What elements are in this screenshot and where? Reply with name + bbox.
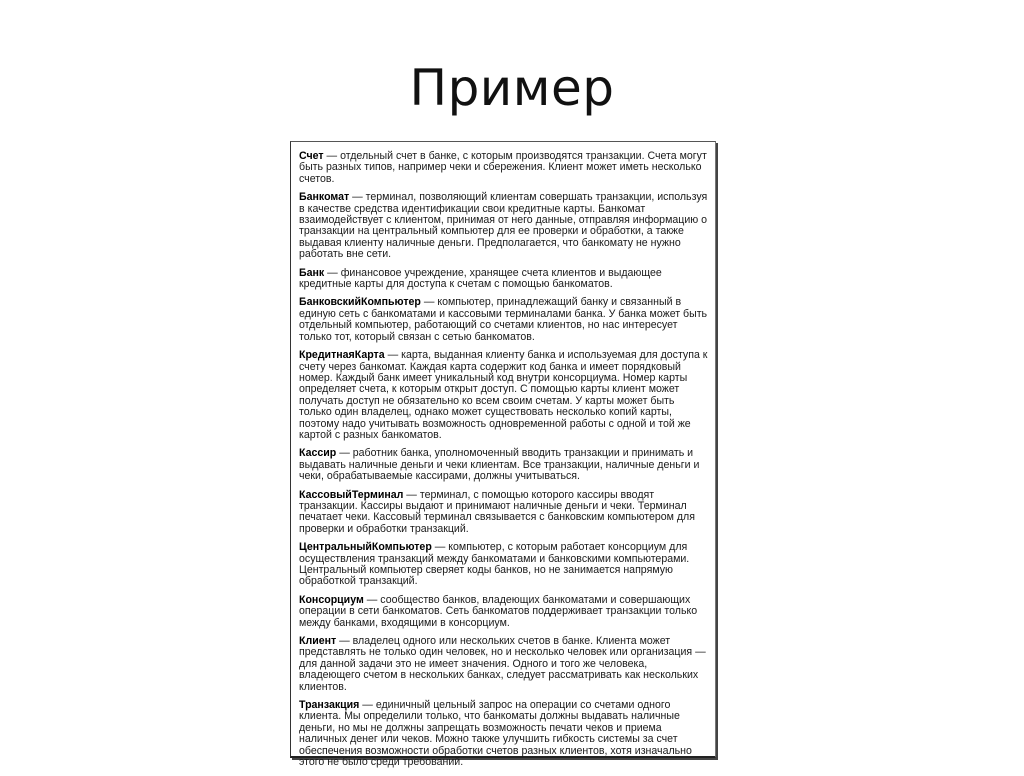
glossary-entry-central-computer [299,542,709,588]
glossary-entry-bank [299,268,709,291]
glossary-entry-atm [299,192,709,260]
definition: — сообщество банков, владеющих банкоматами и совершающих операции в сети банкоматов. Сеть банкоматов поддерживает транзакции только между банками, входящими в консорциум. [299,593,698,629]
slide-title: Пример [409,59,615,117]
definition: — финансовое учреждение, хранящее счета клиентов и выдающее кредитные карты для доступа к счетам с помощью банкоматов. [299,266,662,291]
term: КассовыйТерминал [299,488,404,501]
glossary-entry-consortium [299,595,709,629]
term: Кассир [299,447,337,460]
term: КредитнаяКарта [299,349,385,362]
term: Банк [299,266,325,279]
definition: — единичный цельный запрос на операции со счетами одного клиента. Мы определили только, что банкоматы должны выдавать наличные деньги, но мы не должны запрещать возможность печати чеков и приема наличных денег или чеков. Можно также улучшить гибкость системы за счет обеспечения возможности обработки счетов разных клиентов, хотя изначально этого не было среди требований. [299,699,692,769]
glossary-entry-transaction [299,700,709,768]
definition: — работник банка, уполномоченный вводить транзакции и принимать и выдавать наличные деньги и чеки клиентам. Все транзакции, наличные деньги и чеки, обрабатываемые кассирами, должны учитываться. [299,447,700,483]
definition: — компьютер, принадлежащий банку и связанный в единую сеть с банкоматами и кассовыми терминалами банка. У банка может быть отдельный компьютер, работающий со счетами клиентов, но нас интересует только тот, который связан с сетью банкоматов. [299,296,708,343]
term: Счет [299,150,324,162]
definition: — компьютер, с которым работает консорциум для осуществления транзакций между банкоматами и банковскими компьютерами. Центральный компьютер сверяет коды банков, но не занимается напрямую обработкой транзакций. [299,541,690,588]
definition: — карта, выданная клиенту банка и используемая для доступа к счету через банкомат. Каждая карта содержит код банка и имеет порядковый номер. Каждый банк имеет уникальный код внутри консорциума. Номер карты определяет счета, к которым открыт доступ. С помощью карты клиент может получать доступ не обязательно ко всем своим счетам. У карты может быть только один владелец, однако может существовать несколько копий карты, поэтому надо учитывать возможность одновременной работы с одной и той же картой с разных банкоматов. [299,349,708,441]
term: Клиент [299,635,337,648]
term: Транзакция [299,699,360,712]
definition: — владелец одного или нескольких счетов в банке. Клиента может представлять не только один человек, но и несколько человек или организация — для данной задачи это не имеет значения. Одного и того же человека, владеющего счетом в нескольких банках, следует рассматривать как нескольких клиентов. [299,635,706,693]
term: БанковскийКомпьютер [299,296,421,309]
glossary-entry-account [299,151,709,185]
term: ЦентральныйКомпьютер [299,541,432,554]
term: Консорциум [299,593,364,606]
definition: — отдельный счет в банке, с которым производятся транзакции. Счета могут быть разных типов, например чеки и сбережения. Клиент может иметь несколько счетов. [299,150,707,185]
definition: — терминал, позволяющий клиентам совершать транзакции, используя в качестве средства идентификации свои кредитные карты. Банкомат взаимодействует с клиентом, принимая от него данные, отправляя информацию о транзакции на центральный компьютер для ее проверки и обработки, а также выдавая клиенту наличные деньги. Предполагается, что банкомату не нужно работать вне сети. [299,191,708,261]
term: Банкомат [299,191,350,204]
glossary-entry-cash-terminal [299,490,709,536]
glossary-entry-client [299,636,709,693]
definition: — терминал, с помощью которого кассиры вводят транзакции. Кассиры выдают и принимают наличные деньги и чеки. Терминал печатает чеки. Кассовый терминал связывается с банковским компьютером для проверки и обработки транзакций. [299,488,695,535]
glossary-entry-bank-computer [299,297,709,343]
glossary-entry-cashier [299,448,709,482]
glossary-entry-credit-card [299,350,709,441]
glossary-text [299,151,709,776]
